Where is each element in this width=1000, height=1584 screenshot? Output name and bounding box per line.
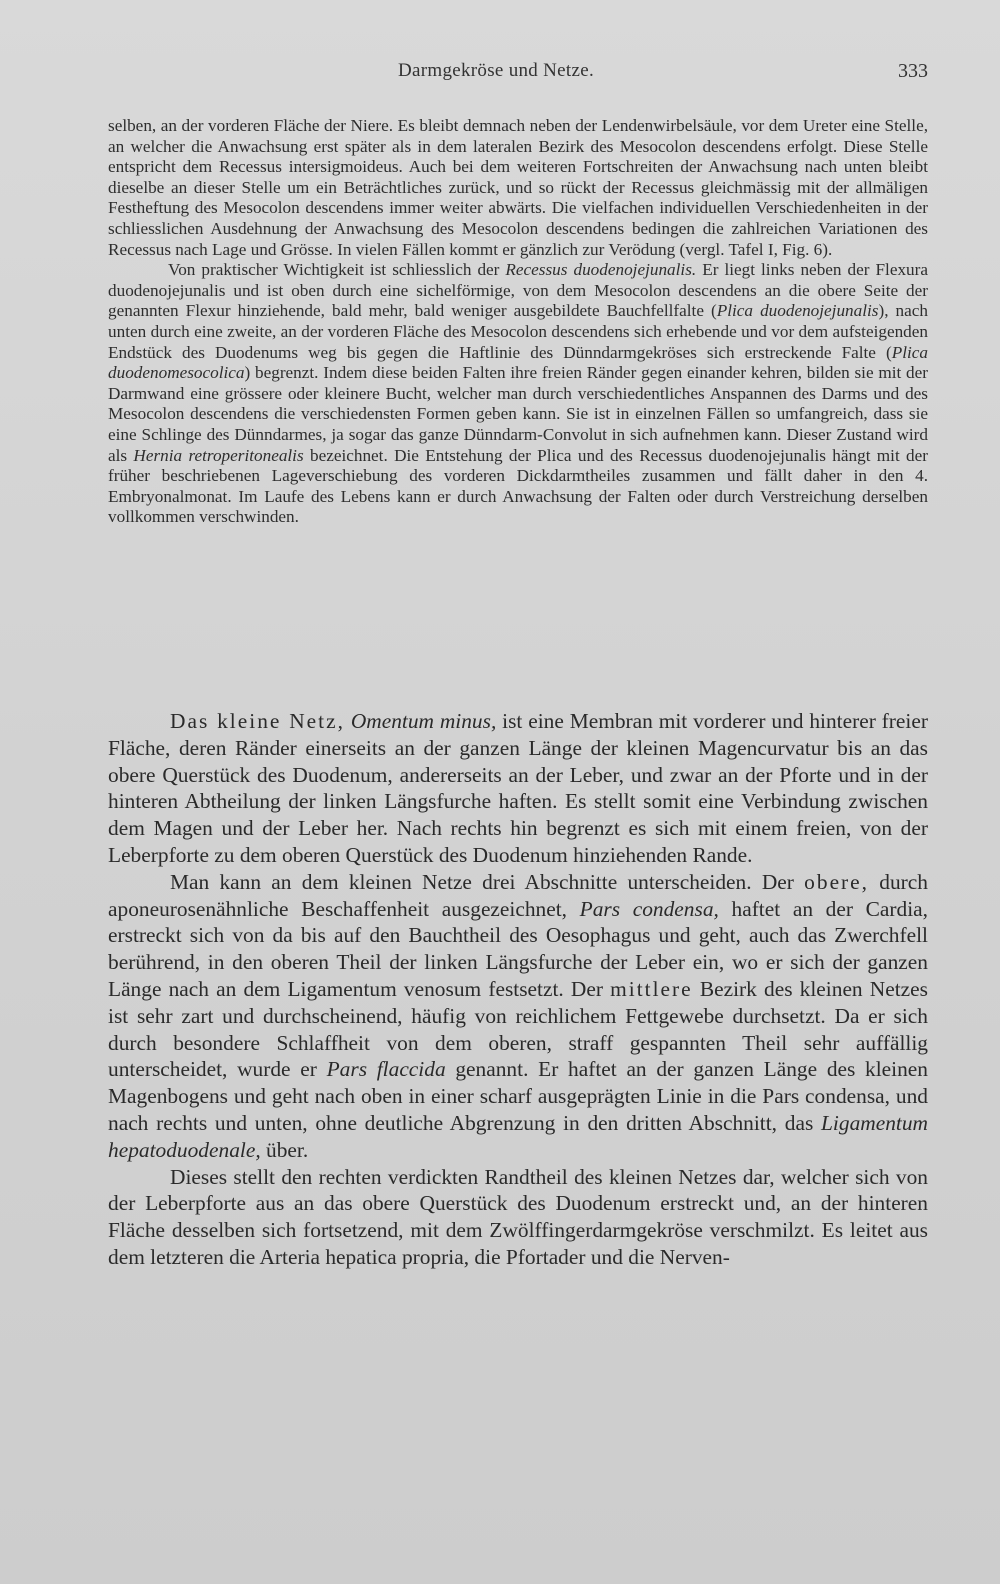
term-omentum-minus: Omentum minus, [350,709,497,733]
paragraph-drei-abschnitte [108,869,928,1164]
text-run: bezeichnet. Die Entstehung der Plica und des Recessus duodenojejunalis hängt mit der früher beschriebenen Lageverschiebung des vorderen Dickdarmtheiles zusammen und fällt daher in den 4. Embryonalmonat. Im Laufe des Lebens kann er durch Anwachsung der Falten oder durch Verstreichung derselben vollkommen verschwinden. [108,445,928,527]
term-obere: obere, [804,869,870,894]
text-run: Er liegt links neben der Flexura duodenojejunalis und ist oben durch eine sichelförmige, von dem Mesocolon descendens an die obere Seite der genannten Flexur hinziehende, bald mehr, bald weniger ausgebildete Bauchfellfalte ( [108,260,928,321]
text-run: ) begrenzt. Indem diese beiden Falten ihre freien Ränder gegen einander kehren, bilden sie mit der Darmwand eine grössere oder kleinere Bucht, welcher man durch verschiedentliches Anspannen des Darms und des Mesocolon descendens die verschiedensten Formen geben kann. Sie ist in einzelnen Fällen so umfangreich, dass sie eine Schlinge des Dünndarmes, ja sogar das ganze Dünndarm-Convolut in sich aufnehmen kann. Dieser Zustand wird als [108,363,928,465]
running-head: Darmgekröse und Netze. [398,60,594,81]
term-ligamentum-hepatoduodenale: Ligamentum hepatoduodenale, [108,1110,928,1162]
paragraph-randtheil: Dieses stellt den rechten verdickten Randtheil des kleinen Netzes dar, welcher sich von der Leberpforte aus an das obere Querstück des Duodenum erstreckt und, an der hinteren Fläche desselben sich fortsetzend, mit dem Zwölffingerdarmgekröse verschmilzt. Es leitet aus dem letzteren die Arteria hepatica propria, die Pfortader und die Nerven- [108,1164,928,1269]
term-hernia-retroperitonealis: Hernia retroperitonealis [133,445,304,465]
small-print-section [108,116,928,528]
text-run: durch aponeurosenähnliche Beschaffenheit ausgezeichnet, [108,869,928,921]
text-run: Bezirk des kleinen Netzes ist sehr zart und durchscheinend, häufig von reichlichem Fettgewebe durchsetzt. Da er sich durch besondere Schlaffheit von dem oberen, straff gespannten Theil sehr auffällig unterscheidet, wurde er [108,976,928,1082]
text-run: über. [260,1137,309,1162]
page-number: 333 [898,60,928,82]
term-mittlere: mittlere [610,976,693,1001]
paragraph-omentum-minus [108,708,928,869]
section-heading-das-kleine-netz: Das kleine Netz, [170,709,345,733]
text-run: ), nach unten durch eine zweite, an der vorderen Fläche des Mesocolon descendens sich erhebende und vor dem aufsteigenden Endstück des Duodenums weg bis gegen die Haftlinie des Dünndarmgekröses sich erstreckende Falte ( [108,301,928,362]
term-recessus-duodenojejunalis: Recessus duodenojejunalis. [505,260,697,280]
term-pars-condensa: Pars condensa, [579,896,719,921]
text-run: haftet an der Cardia, erstreckt sich von da bis auf den Bauchtheil des Oesophagus und geht, auch das Zwerchfell berührend, in den oberen Theil der linken Längsfurche der Leber ein, wo er sich der ganzen Länge nach an dem Ligamentum venosum festsetzt. Der [108,896,928,1001]
term-plica-duodenomesocolica: Plica duodenomesocolica [108,342,928,383]
paragraph-recessus-duodenojejunalis [108,260,928,528]
page-header [108,60,928,90]
term-plica-duodenojejunalis: Plica duodenojejunalis [716,301,879,321]
paragraph-recessus-intersigmoideus: selben, an der vorderen Fläche der Niere. Es bleibt demnach neben der Lendenwirbelsäule, vor dem Ureter eine Stelle, an welcher die Anwachsung erst später als in dem lateralen Bezirk des Mesocolon descendens erfolgt. Diese Stelle entspricht dem Recessus intersigmoideus. Auch bei dem weiteren Fortschreiten der Anwachsung nach unten bleibt dieselbe an dieser Stelle um ein Beträchtliches zurück, und so rückt der Recessus gleichmässig mit der allmäligen Festheftung des Mesocolon descendens immer weiter abwärts. Die vielfachen individuellen Verschiedenheiten in der schliesslichen Ausdehnung der Anwachsung des Mesocolon descendens bedingen die zahlreichen Variationen des Recessus nach Lage und Grösse. In vielen Fällen kommt er gänzlich zur Verödung (vergl. Tafel I, Fig. 6). [108,116,928,259]
text-run: ist eine Membran mit vorderer und hinterer freier Fläche, deren Ränder einerseits an der ganzen Länge der kleinen Magencurvatur bis an das obere Querstück des Duodenum, andererseits an der Leber, und zwar an der Pforte und in der hinteren Abtheilung der linken Längsfurche haften. Es stellt somit eine Verbindung zwischen dem Magen und der Leber her. Nach rechts hin begrenzt es sich mit einem freien, von der Leberpforte zu dem oberen Querstück des Duodenum hinziehenden Rande. [108,709,928,867]
text-run: Von praktischer Wichtigkeit ist schliesslich der [168,260,506,280]
text-run: genannt. Er haftet an der ganzen Länge des kleinen Magenbogens und geht nach oben in einer scharf ausgeprägten Linie in die Pars condensa, und nach rechts und unten, ohne deutliche Abgrenzung in den dritten Abschnitt, das [108,1057,929,1135]
text-run: Man kann an dem kleinen Netze drei Abschnitte unterscheiden. Der [170,869,805,894]
term-pars-flaccida: Pars flaccida [326,1057,446,1082]
main-text-section [108,708,928,1271]
